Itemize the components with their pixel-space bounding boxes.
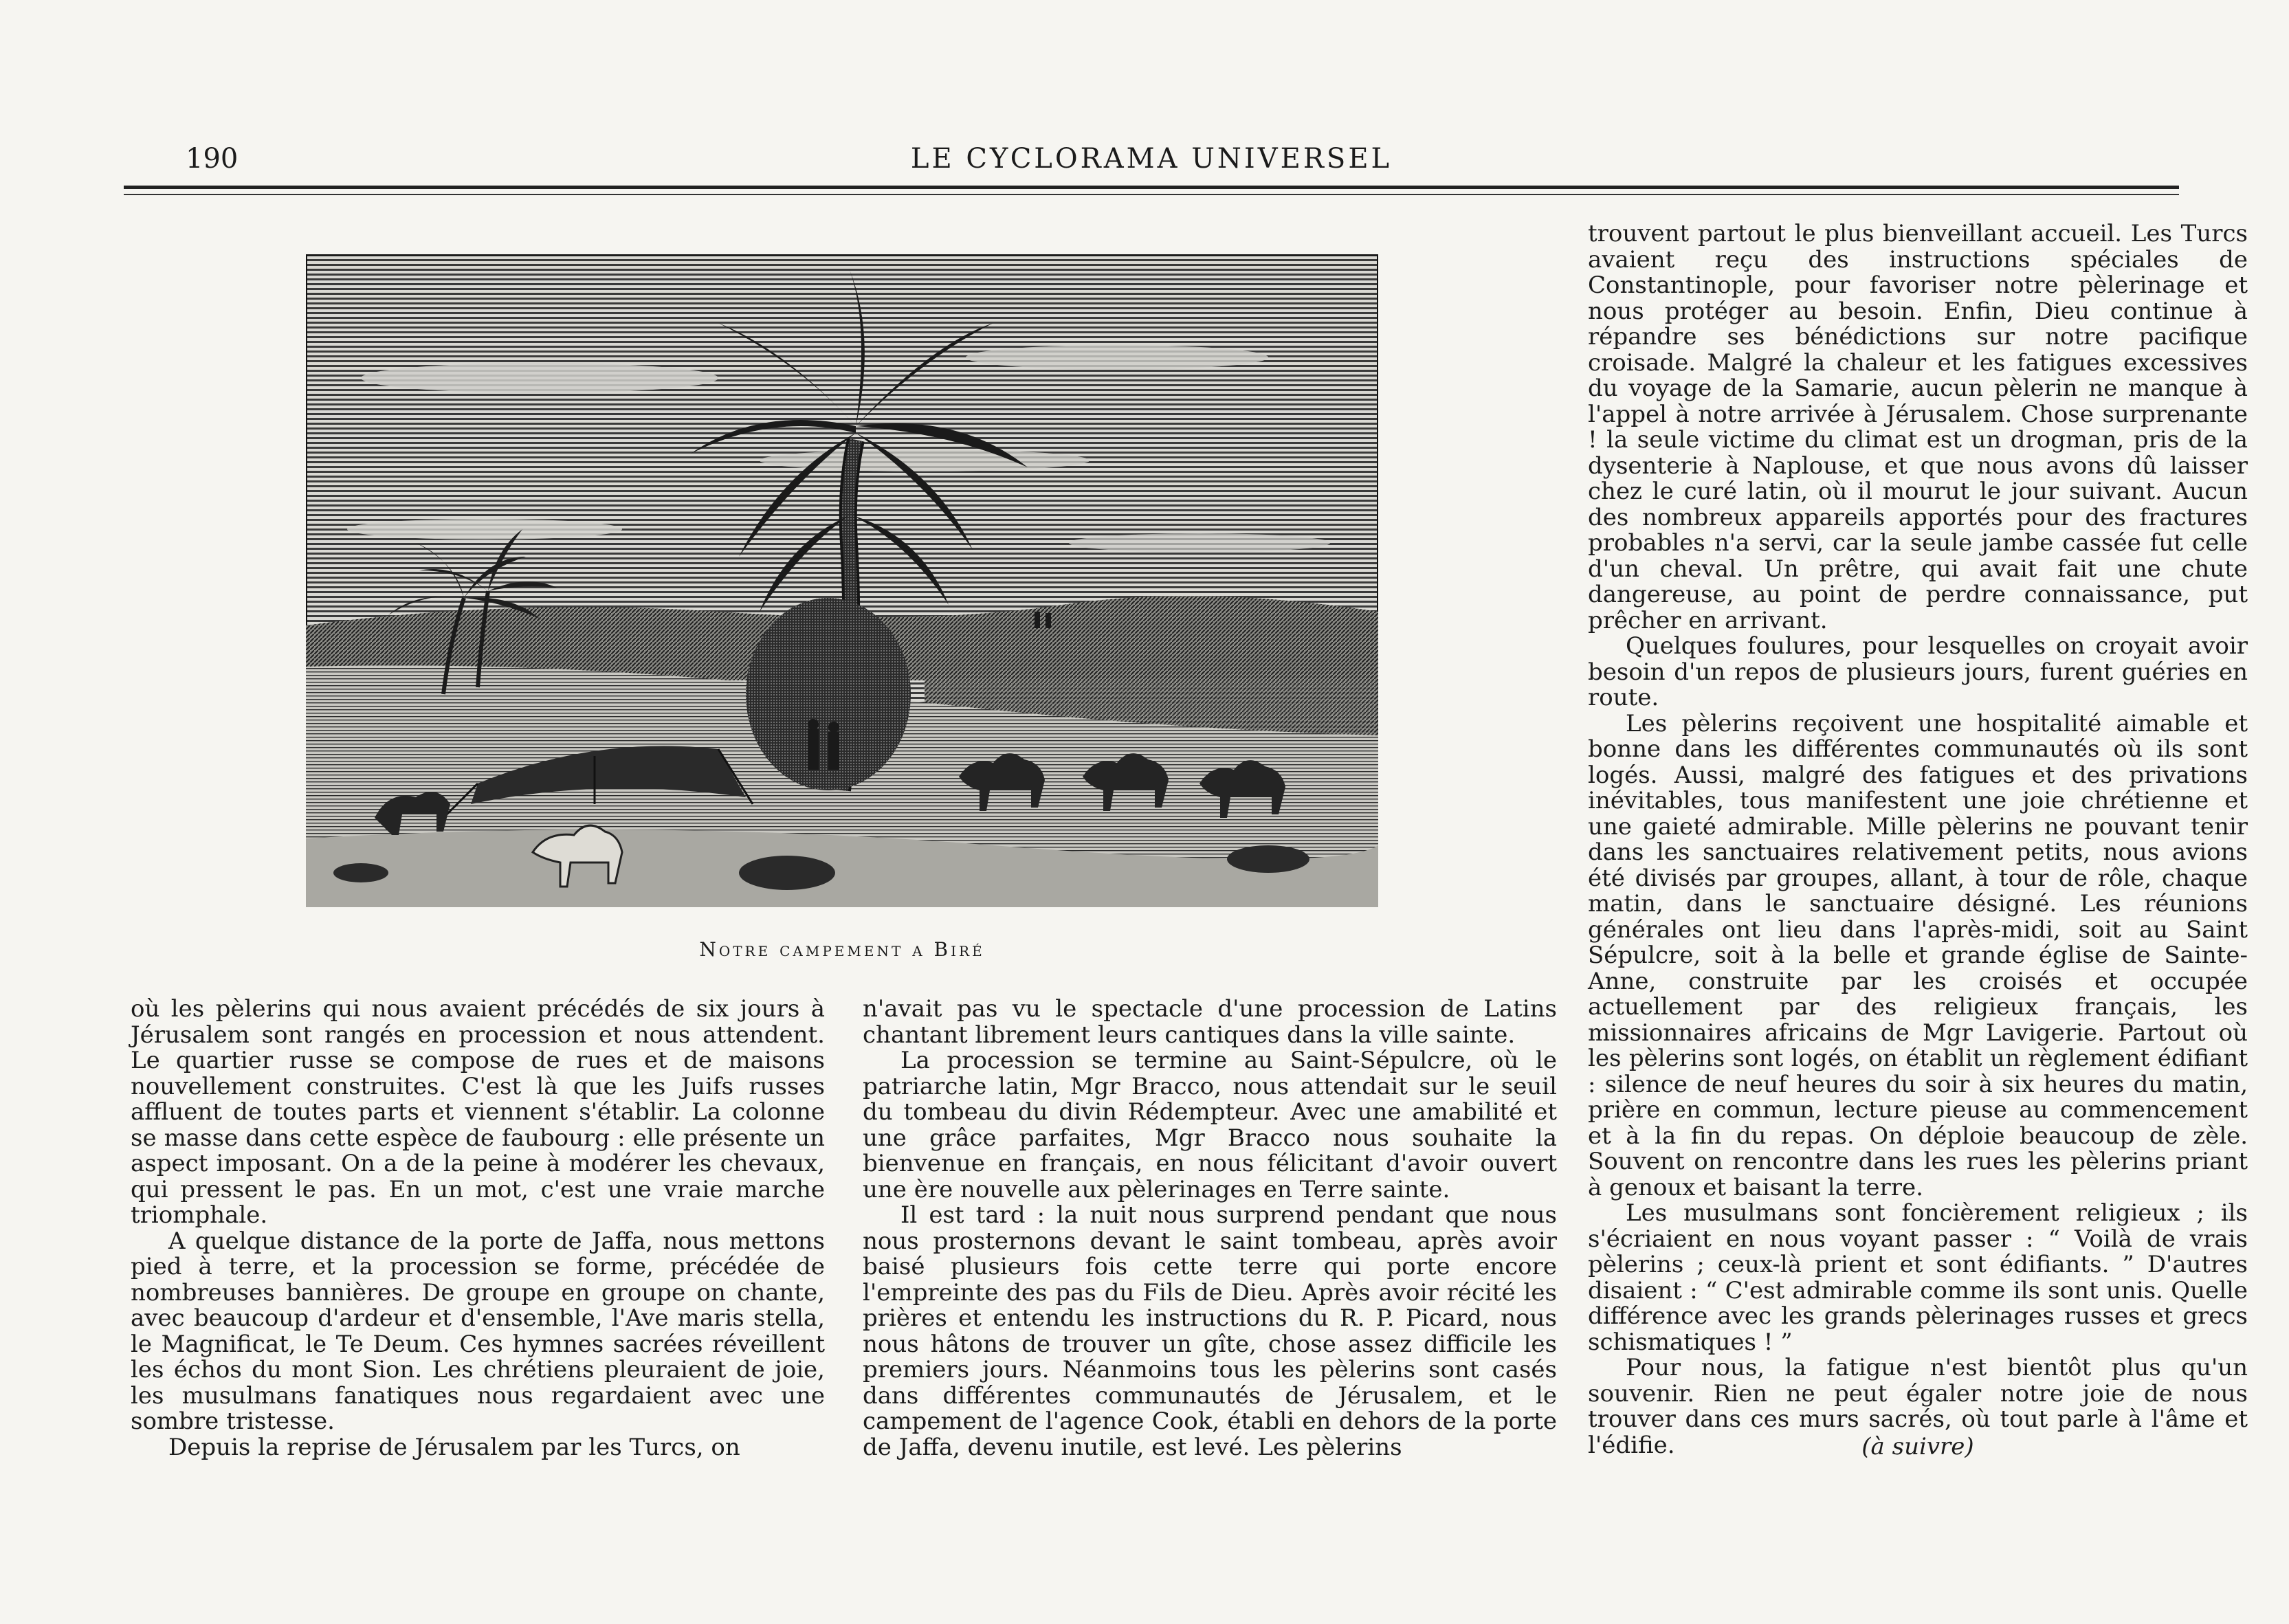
paragraph: A quelque distance de la porte de Jaffa, nous mettons pied à terre, et la procession se forme, précédée de nombreuses bannières. De groupe en groupe on chante, avec beaucoup d'ardeur et d'ensemble, l'Ave maris stella, le Magnificat, le Te Deum. Ces hymnes sacrées réveillent les échos du mont Sion. Les chrétiens pleuraient de joie, les musulmans fanatiques nous regardaient avec une sombre tristesse. <box>131 1227 825 1435</box>
page-number: 190 <box>186 143 239 175</box>
to-be-continued-note: (à suivre) <box>1861 1433 1974 1460</box>
paragraph: La procession se termine au Saint-Sépulcre, où le patriarche latin, Mgr Bracco, nous attendait sur le seuil du tombeau du divin Rédempteur. Avec une amabilité et une grâce parfaites, Mgr Bracco nous souhaite la bienvenue en français, en nous félicitant d'avoir ouvert une ère nouvelle aux pèlerinages en Terre sainte. <box>863 1047 1557 1203</box>
header-rule-thin <box>124 194 2179 195</box>
header-rule-thick <box>124 186 2179 189</box>
paragraph: Depuis la reprise de Jérusalem par les Turcs, on <box>168 1433 740 1461</box>
engraving-illustration <box>306 254 1378 907</box>
paragraph: Les musulmans sont foncièrement religieux ; ils s'écriaient en nous voyant passer : “ Voilà de vrais pèlerins ; ceux-là prient et sont édifiants. ” D'autres disaient : “ C'est admirable comme ils sont unis. Quelle différence avec les grands pèlerinages russes et grecs schismatiques ! ” <box>1588 1199 2248 1356</box>
paragraph: Les pèlerins reçoivent une hospitalité aimable et bonne dans les différentes communautés où ils sont logés. Aussi, malgré des fatigues et des privations inévitables, tous manifestent une joie chrétienne et une gaieté admirable. Mille pèlerins ne pouvant tenir dans les sanctuaires relativement petits, nous avions été divisés par groupes, allant, à tour de rôle, chaque matin, dans le sanctuaire désigné. Les réunions générales ont lieu dans l'après-midi, soit au Saint Sépulcre, soit à la belle et grande église de Sainte-Anne, construite par les croisés et occupée actuellement par des religieux français, les missionnaires africains de Mgr Lavigerie. Partout où les pèlerins sont logés, on établit un règlement édifiant : silence de neuf heures du soir à six heures du matin, prière en commun, lecture pieuse au commencement et à la fin du repas. On déploie beaucoup de zèle. Souvent on rencontre dans les rues les pèlerins priant à genoux et baisant la terre. <box>1588 709 2248 1201</box>
text-column-left <box>131 997 825 1460</box>
text-column-middle <box>863 997 1557 1460</box>
text-column-right <box>1588 221 2248 1458</box>
page-header <box>124 137 2179 179</box>
paragraph: Quelques foulures, pour lesquelles on croyait avoir besoin d'un repos de plusieurs jours, furent guéries en route. <box>1588 632 2248 711</box>
paragraph: où les pèlerins qui nous avaient précédés de six jours à Jérusalem sont rangés en procession et nous attendent. Le quartier russe se compose de rues et de maisons nouvellement construites. C'est là que les Juifs russes affluent de toutes parts et viennent s'établir. La colonne se masse dans cette espèce de faubourg : elle présente un aspect imposant. On a de la peine à modérer les chevaux, qui pressent le pas. En un mot, c'est une vraie marche triomphale. <box>131 995 825 1229</box>
paragraph: Il est tard : la nuit nous surprend pendant que nous nous prosternons devant le saint tombeau, après avoir baisé plusieurs fois cette terre qui porte encore l'empreinte des pas du Fils de Dieu. Après avoir récité les prières et entendu les instructions du R. P. Picard, nous nous hâtons de trouver un gîte, chose assez difficile les premiers jours. Néanmoins tous les pèlerins sont casés dans différentes communautés de Jérusalem, et le campement de l'agence Cook, établi en dehors de la porte de Jaffa, devenu inutile, est levé. Les pèlerins <box>863 1201 1557 1461</box>
paragraph: n'avait pas vu le spectacle d'une procession de Latins chantant librement leurs cantiques dans la ville sainte. <box>863 995 1557 1049</box>
paragraph: Pour nous, la fatigue n'est bientôt plus qu'un souvenir. Rien ne peut égaler notre joie de nous trouver dans ces murs sacrés, où tout parle à l'âme et l'édifie. <box>1588 1354 2248 1459</box>
running-title: LE CYCLORAMA UNIVERSEL <box>910 143 1393 175</box>
paragraph: trouvent partout le plus bienveillant accueil. Les Turcs avaient reçu des instructions spéciales de Constantinople, pour favoriser notre pèlerinage et nous protéger au besoin. Enfin, Dieu continue à répandre ses bénédictions sur notre pacifique croisade. Malgré la chaleur et les fatigues excessives du voyage de la Samarie, aucun pèlerin ne manque à l'appel à notre arrivée à Jérusalem. Chose surprenante ! la seule victime du climat est un drogman, pris de la dysenterie à Naplouse, et que nous avons dû laisser chez le curé latin, où il mourut le jour suivant. Aucun des nombreux appareils apportés pour des fractures probables n'a servi, car la seule jambe cassée fut celle d'un cheval. Un prêtre, qui avait fait une chute dangereuse, au point de perdre connaissance, put prêcher en arrivant. <box>1588 220 2248 634</box>
figure-caption: Notre campement a Biré <box>699 938 985 961</box>
